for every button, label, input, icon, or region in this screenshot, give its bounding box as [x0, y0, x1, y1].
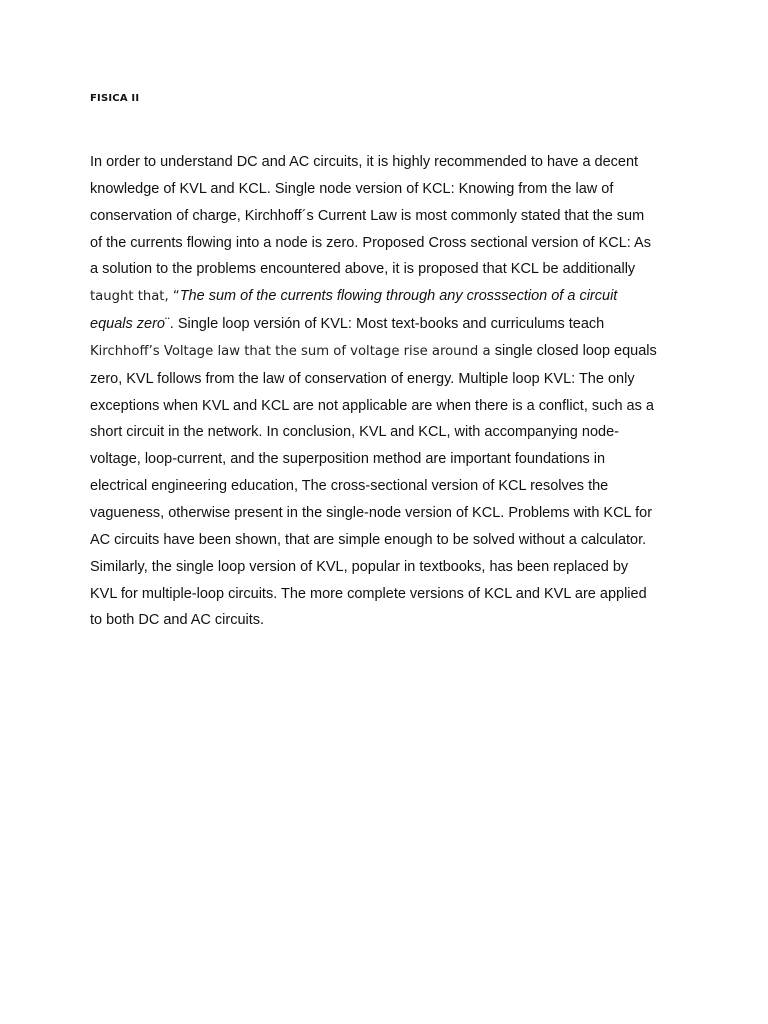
body-text: of the currents flowing into a node is zero. Proposed Cross sectional version of KCL: As — [90, 234, 651, 251]
body-line — [90, 393, 690, 420]
body-text: to both DC and AC circuits. — [90, 612, 265, 629]
body-text: ¨. Single loop versión of KVL: Most text-books and curriculums teach — [164, 316, 605, 333]
body-text: AC circuits have been shown, that are simple enough to be solved without a calculator. — [90, 531, 647, 548]
body-line — [90, 473, 690, 500]
body-line — [90, 554, 690, 581]
body-text: short circuit in the network. In conclusion, KVL and KCL, with accompanying node- — [90, 424, 619, 441]
body-line — [90, 176, 690, 203]
document-body — [90, 149, 690, 634]
body-line — [90, 500, 690, 527]
body-line — [90, 581, 690, 608]
body-text: electrical engineering education, The cross-sectional version of KCL resolves the — [90, 478, 609, 495]
body-text: KVL for multiple-loop circuits. The more complete versions of KCL and KVL are applied — [90, 585, 647, 602]
italic-quote: equals zero — [90, 316, 165, 333]
body-line — [90, 527, 690, 554]
body-text: conservation of charge, Kirchhoff´s Current Law is most commonly stated that the sum — [90, 207, 645, 224]
body-text: single closed loop equals — [494, 342, 657, 359]
body-line — [90, 256, 690, 283]
body-text: In order to understand DC and AC circuits, it is highly recommended to have a decent — [90, 154, 639, 170]
body-line — [90, 366, 690, 393]
italic-quote: The sum of the currents flowing through any crosssection of a circuit — [179, 288, 618, 305]
body-line — [90, 338, 690, 366]
body-text: exceptions when KVL and KCL are not applicable are when there is a conflict, such as a — [90, 397, 654, 414]
body-line — [90, 230, 690, 257]
body-text: zero, KVL follows from the law of conservation of energy. Multiple loop KVL: The only — [90, 370, 635, 387]
body-line — [90, 419, 690, 446]
body-text: Similarly, the single loop version of KVL, popular in textbooks, has been replaced by — [90, 558, 629, 575]
body-line — [90, 283, 690, 311]
body-text: voltage, loop-current, and the superposition method are important foundations in — [90, 451, 606, 468]
body-line — [90, 446, 690, 473]
body-line — [90, 149, 690, 176]
body-text-alt-font: Kirchhoff’s Voltage law that the sum of voltage rise around a — [90, 343, 495, 359]
body-text: a solution to the problems encountered above, it is proposed that KCL be additionally — [90, 261, 636, 278]
body-line — [90, 203, 690, 230]
body-line — [90, 311, 690, 338]
body-text: knowledge of KVL and KCL. Single node version of KCL: Knowing from the law of — [90, 180, 614, 197]
body-text: vagueness, otherwise present in the single-node version of KCL. Problems with KCL for — [90, 504, 653, 521]
body-line — [90, 607, 690, 634]
body-text-alt-font: taught that, “ — [90, 289, 180, 305]
document-heading: FISICA II — [90, 93, 140, 104]
